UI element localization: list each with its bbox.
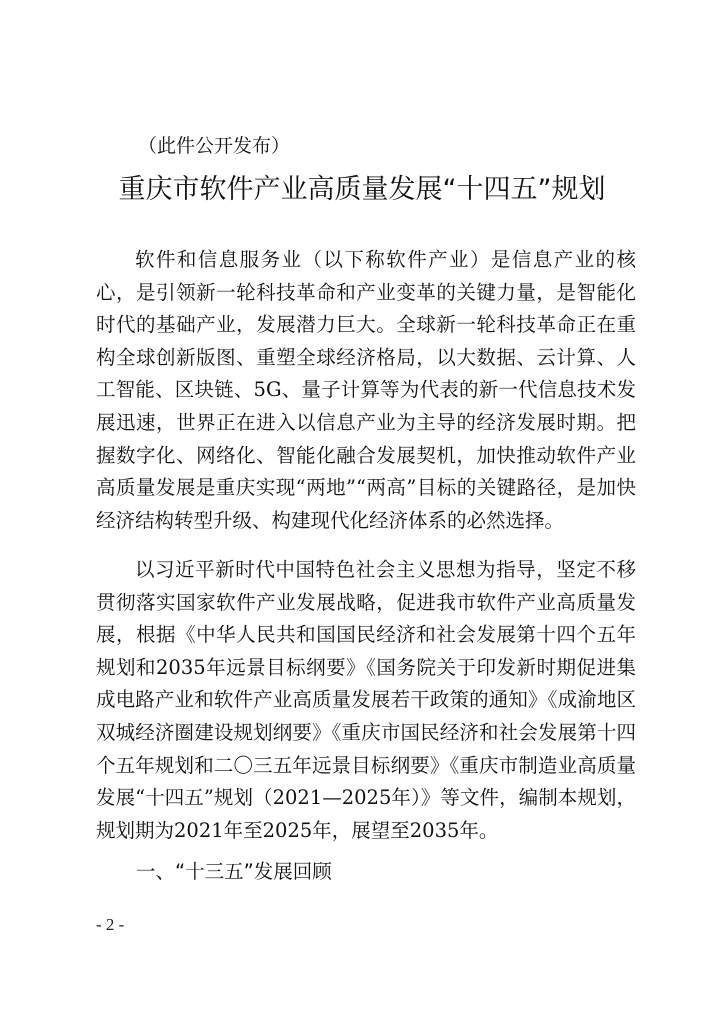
page-title: 重庆市软件产业高质量发展“十四五”规划	[118, 174, 606, 205]
section-heading: 一、“十三五”发展回顾	[136, 860, 332, 883]
paragraph-guidance: 以习近平新时代中国特色社会主义思想为指导，坚定不移贯彻落实国家软件产业发展战略，促进我市软件产业高质量发展，根据《中华人民共和国国民经济和社会发展第十四个五年规划和2035年远景目标纲要》《国务院关于印发新时期促进集成电路产业和软件产业高质量发展若干政策的通知》《成渝地区双城经济圈建设规划纲要》《重庆市国民经济和社会发展第十四个五年规划和二〇三五年远景目标纲要》《重庆市制造业高质量发展“十四五”规划（2021—2025年）》等文件，编制本规划，规划期为2021年至2025年，展望至2035年。	[96, 558, 636, 842]
release-note: （此件公开发布）	[138, 135, 291, 157]
page-number: - 2 -	[96, 915, 125, 934]
paragraph-intro: 软件和信息服务业（以下称软件产业）是信息产业的核心，是引领新一轮科技革命和产业变革的关键力量，是智能化时代的基础产业，发展潜力巨大。全球新一轮科技革命正在重构全球创新版图、重塑全球经济格局，以大数据、云计算、人工智能、区块链、5G、量子计算等为代表的新一代信息技术发展迅速，世界正在进入以信息产业为主导的经济发展时期。把握数字化、网络化、智能化融合发展契机，加快推动软件产业高质量发展是重庆实现“两地”“两高”目标的关键路径，是加快经济结构转型升级、构建现代化经济体系的必然选择。	[96, 248, 636, 532]
